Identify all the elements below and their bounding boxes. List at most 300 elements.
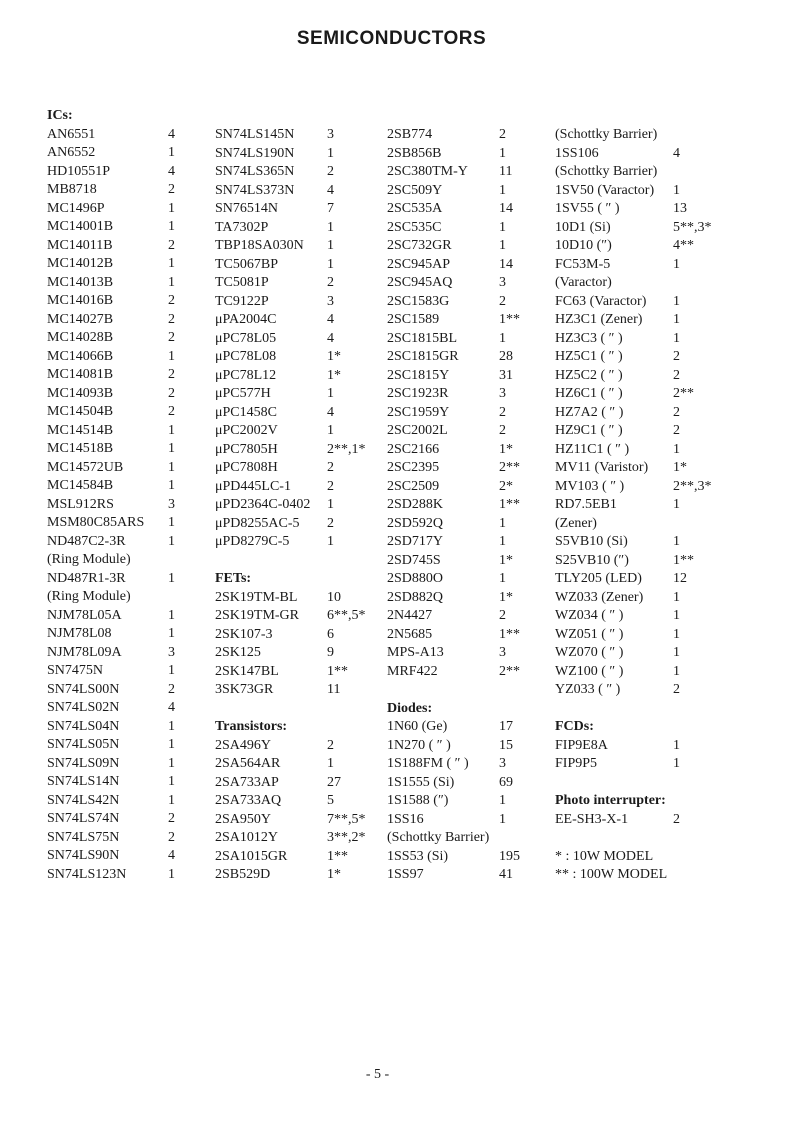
part-row	[215, 663, 385, 682]
part-quantity: 1	[168, 626, 175, 641]
part-row	[387, 422, 547, 441]
part-row	[47, 588, 197, 607]
part-quantity: 5**,3*	[673, 219, 712, 235]
part-row	[555, 145, 780, 164]
part-quantity: 12	[673, 571, 687, 586]
part-row	[47, 810, 197, 829]
part-number: MB8718	[47, 182, 97, 197]
part-number: 1SS97	[387, 867, 424, 882]
part-number: FC63 (Varactor)	[555, 293, 647, 309]
part-number: μPC2002V	[215, 423, 278, 438]
part-row	[555, 348, 780, 367]
part-row	[555, 681, 780, 700]
part-row	[215, 866, 385, 885]
part-quantity: 4	[168, 126, 175, 142]
part-row	[215, 219, 385, 238]
part-quantity: 1	[168, 570, 175, 586]
part-quantity: 41	[499, 867, 513, 882]
part-quantity: 1	[673, 737, 680, 753]
part-quantity: 2	[673, 367, 680, 383]
part-number: MC14504B	[47, 404, 114, 419]
part-quantity: 7**,5*	[327, 811, 366, 827]
parts-column-4	[555, 126, 780, 885]
part-quantity: 1*	[327, 349, 341, 364]
part-number: 1S188FM ( ″ )	[387, 756, 469, 771]
part-number: HZ3C3 ( ″ )	[555, 330, 623, 346]
part-row	[387, 145, 547, 164]
part-quantity: 2	[168, 829, 175, 845]
part-row	[47, 681, 197, 700]
part-number: μPC78L12	[215, 367, 277, 383]
part-quantity: 3	[168, 496, 175, 512]
part-row	[387, 515, 547, 534]
part-quantity: 31	[499, 367, 513, 383]
part-number: μPD8255AC-5	[215, 515, 300, 531]
section-heading-row	[215, 718, 385, 737]
part-number: 2SC535A	[387, 201, 443, 216]
part-quantity: 2	[673, 682, 680, 697]
part-quantity: 2	[168, 237, 175, 253]
part-row	[387, 848, 547, 867]
part-quantity: 2	[673, 349, 680, 364]
part-quantity: 1	[673, 497, 680, 512]
part-quantity: 1*	[499, 552, 513, 568]
part-number: WZ051 ( ″ )	[555, 626, 624, 642]
part-row	[387, 737, 547, 756]
part-quantity: 1	[673, 626, 680, 642]
part-number: 3SK73GR	[215, 682, 274, 697]
part-number: (Schottky Barrier)	[387, 830, 490, 845]
part-number: 2SC535C	[387, 219, 442, 235]
part-row	[387, 256, 547, 275]
part-row	[215, 774, 385, 793]
part-row	[215, 552, 385, 571]
part-number: μPD8279C-5	[215, 534, 290, 549]
part-quantity: 15	[499, 737, 513, 753]
part-number: MC14016B	[47, 293, 114, 308]
part-row	[215, 385, 385, 404]
part-row	[555, 515, 780, 534]
part-row	[215, 256, 385, 275]
part-quantity: 1	[499, 238, 506, 253]
part-number: 2SD745S	[387, 552, 441, 568]
part-number: (Ring Module)	[47, 589, 131, 604]
part-quantity: 2	[168, 182, 175, 197]
part-number: 2SB856B	[387, 145, 442, 161]
part-number: μPC7808H	[215, 460, 278, 475]
part-row	[555, 570, 780, 589]
section-heading: Photo interrupter:	[555, 793, 666, 808]
part-quantity: 1	[168, 515, 175, 530]
part-number: 1SV55 ( ″ )	[555, 201, 620, 216]
part-number: FIP9P5	[555, 756, 598, 771]
part-row	[555, 478, 780, 497]
part-number: SN74LS05N	[47, 737, 120, 752]
part-row	[215, 163, 385, 182]
part-number: 2SA496Y	[215, 737, 272, 753]
section-heading: FETs:	[215, 571, 252, 586]
part-quantity: 1	[168, 792, 175, 808]
part-number: S25VB10 (″)	[555, 552, 629, 568]
part-row	[387, 626, 547, 645]
part-number: (Ring Module)	[47, 552, 131, 567]
part-number: μPC78L08	[215, 349, 277, 364]
part-quantity: 1	[499, 515, 506, 531]
part-quantity: 2	[327, 164, 334, 179]
part-quantity: 4	[673, 145, 680, 161]
part-quantity: 2	[499, 423, 506, 438]
part-number: 2SD882Q	[387, 589, 444, 605]
part-number: 2SA733AP	[215, 774, 279, 790]
part-quantity: 17	[499, 719, 513, 734]
part-row	[215, 274, 385, 293]
part-row	[215, 626, 385, 645]
part-number: MC14012B	[47, 256, 114, 271]
part-row	[387, 496, 547, 515]
part-row	[47, 218, 197, 237]
part-row	[555, 311, 780, 330]
part-quantity: 1	[327, 219, 334, 235]
part-number: MC14093B	[47, 385, 114, 401]
part-row	[387, 607, 547, 626]
part-number: μPC1458C	[215, 404, 277, 420]
part-row	[387, 570, 547, 589]
part-row	[555, 459, 780, 478]
part-quantity: 2**	[673, 386, 694, 401]
part-row	[387, 237, 547, 256]
part-row	[47, 144, 197, 163]
part-quantity: 1	[168, 422, 175, 438]
part-number: SN74LS123N	[47, 866, 127, 882]
part-number: 2SC1589	[387, 312, 440, 327]
part-row	[555, 626, 780, 645]
part-row	[555, 866, 780, 885]
part-row	[47, 607, 197, 626]
section-heading: FCDs:	[555, 719, 594, 734]
part-quantity: 1	[673, 441, 680, 457]
part-number: 1S1555 (Si)	[387, 774, 455, 790]
part-number: μPC577H	[215, 386, 271, 401]
part-quantity: 195	[499, 848, 520, 864]
part-row	[47, 403, 197, 422]
part-row	[387, 718, 547, 737]
part-number: NJM78L09A	[47, 644, 122, 660]
part-row	[47, 773, 197, 792]
part-number: MV103 ( ″ )	[555, 478, 625, 494]
part-number: HZ7A2 ( ″ )	[555, 404, 624, 420]
part-number: SN76514N	[215, 201, 279, 216]
part-number: 2SD592Q	[387, 515, 444, 531]
part-row	[47, 570, 197, 589]
part-number: NJM78L08	[47, 626, 112, 641]
part-row	[215, 459, 385, 478]
part-number: SN74LS42N	[47, 792, 120, 808]
part-quantity: 4	[327, 404, 334, 420]
part-row	[387, 681, 547, 700]
part-quantity: 2	[168, 385, 175, 401]
section-heading-row	[47, 107, 197, 126]
part-number: SN74LS145N	[215, 127, 295, 142]
part-number: 2SC945AQ	[387, 275, 453, 290]
part-quantity: 11	[327, 682, 341, 697]
part-row	[215, 237, 385, 256]
part-number: TBP18SA030N	[215, 238, 304, 253]
section-heading-row	[555, 792, 780, 811]
section-heading: Transistors:	[215, 719, 288, 734]
part-quantity: 1*	[499, 589, 513, 605]
part-quantity: 6	[327, 626, 334, 642]
part-quantity: 13	[673, 201, 687, 216]
part-number: EE-SH3-X-1	[555, 811, 629, 827]
part-row	[215, 700, 385, 719]
part-number: FC53M-5	[555, 256, 611, 272]
part-quantity: 2	[168, 681, 175, 697]
part-row	[215, 792, 385, 811]
part-quantity: 28	[499, 349, 513, 364]
part-quantity: 1	[673, 756, 680, 771]
part-number: 2SC1815Y	[387, 367, 450, 383]
part-quantity: 69	[499, 774, 513, 790]
part-quantity: 2	[168, 404, 175, 419]
part-number: 2SK19TM-BL	[215, 589, 298, 605]
part-number: 2SD880O	[387, 571, 444, 586]
part-row	[215, 755, 385, 774]
part-row	[555, 163, 780, 182]
part-row	[47, 755, 197, 774]
part-number: MC14066B	[47, 348, 114, 364]
part-row	[387, 811, 547, 830]
part-number: SN74LS365N	[215, 164, 295, 179]
part-number: MC14518B	[47, 441, 114, 456]
part-quantity: 1	[168, 607, 175, 623]
part-quantity: 2	[168, 311, 175, 327]
part-quantity: 1	[673, 312, 680, 327]
part-row	[47, 514, 197, 533]
part-quantity: 1	[168, 145, 175, 160]
part-number: SN74LS09N	[47, 755, 120, 771]
part-quantity: 2	[499, 127, 506, 142]
part-number: μPA2004C	[215, 312, 277, 327]
part-quantity: 5	[327, 793, 334, 808]
part-number: NJM78L05A	[47, 607, 122, 623]
part-row	[555, 385, 780, 404]
part-quantity: 1*	[327, 367, 341, 383]
part-row	[387, 163, 547, 182]
part-quantity: 1**	[673, 552, 694, 568]
part-number: SN7475N	[47, 663, 104, 678]
part-row	[215, 515, 385, 534]
part-number: μPC7805H	[215, 441, 278, 457]
part-quantity: 1**	[499, 497, 520, 512]
part-number: MC14584B	[47, 478, 114, 493]
part-row	[215, 182, 385, 201]
part-quantity: 2	[168, 811, 175, 826]
part-number: 1S1588 (″)	[387, 793, 449, 808]
part-number: 1SS53 (Si)	[387, 848, 449, 864]
part-quantity: 2	[673, 404, 680, 420]
part-row	[387, 126, 547, 145]
part-quantity: 1	[673, 330, 680, 346]
part-quantity: 4	[327, 182, 334, 198]
part-quantity: 1*	[673, 460, 687, 475]
part-number: 2SC2002L	[387, 423, 448, 438]
page-title: SEMICONDUCTORS	[296, 28, 487, 49]
part-row	[47, 477, 197, 496]
part-row	[215, 737, 385, 756]
part-quantity: 1**	[499, 626, 520, 642]
part-quantity: 7	[327, 201, 334, 216]
part-quantity: 9	[327, 645, 334, 660]
part-number: TC5081P	[215, 275, 269, 290]
part-number: * : 10W MODEL	[555, 848, 654, 864]
part-row	[47, 348, 197, 367]
part-quantity: 1	[168, 755, 175, 771]
part-quantity: 1	[327, 423, 334, 438]
part-row	[387, 478, 547, 497]
part-number: S5VB10 (Si)	[555, 534, 628, 549]
part-row	[555, 237, 780, 256]
part-row	[555, 737, 780, 756]
part-number: HZ5C1 ( ″ )	[555, 349, 623, 364]
part-row	[47, 866, 197, 885]
part-quantity: 1	[168, 663, 175, 678]
part-row	[387, 385, 547, 404]
part-number: 2SC2395	[387, 460, 440, 475]
section-heading: Diodes:	[387, 700, 433, 716]
part-number: 1SS106	[555, 145, 599, 161]
part-quantity: 1	[673, 608, 680, 623]
part-quantity: 1	[168, 533, 175, 549]
part-row	[555, 644, 780, 663]
part-row	[47, 274, 197, 293]
part-row	[215, 348, 385, 367]
part-quantity: 4	[327, 312, 334, 327]
part-row	[47, 329, 197, 348]
part-number: 2SC380TM-Y	[387, 164, 468, 179]
part-number: 2SC509Y	[387, 182, 443, 198]
part-number: μPD445LC-1	[215, 478, 291, 494]
part-row	[387, 367, 547, 386]
part-quantity: 1	[499, 571, 506, 586]
part-quantity: 11	[499, 164, 513, 179]
part-number: SN74LS14N	[47, 774, 120, 789]
part-number: 2SC1923R	[387, 386, 449, 401]
part-number: FIP9E8A	[555, 737, 608, 753]
part-number: SN74LS74N	[47, 811, 120, 826]
part-quantity: 1	[168, 274, 175, 290]
part-row	[555, 829, 780, 848]
part-number: WZ034 ( ″ )	[555, 608, 624, 623]
part-number: HZ11C1 ( ″ )	[555, 441, 630, 457]
part-row	[555, 774, 780, 793]
part-row	[215, 145, 385, 164]
part-number: TLY205 (LED)	[555, 571, 642, 586]
part-quantity: 1	[327, 256, 334, 272]
part-quantity: 1	[673, 645, 680, 660]
part-number: 10D10 (″)	[555, 238, 612, 253]
part-number: 2SC1815BL	[387, 330, 458, 346]
section-heading-row	[215, 570, 385, 589]
section-heading-row	[555, 718, 780, 737]
part-row	[215, 533, 385, 552]
part-row	[47, 163, 197, 182]
section-heading-row	[387, 700, 547, 719]
part-quantity: 2	[499, 404, 506, 420]
part-number: HZ6C1 ( ″ )	[555, 386, 623, 401]
part-row	[387, 792, 547, 811]
part-row	[555, 441, 780, 460]
part-quantity: 2	[168, 293, 175, 308]
part-quantity: 1	[168, 774, 175, 789]
part-row	[215, 589, 385, 608]
part-row	[215, 293, 385, 312]
part-row	[47, 718, 197, 737]
part-quantity: 3	[168, 644, 175, 660]
part-quantity: 3	[327, 127, 334, 142]
part-number: μPD2364C-0402	[215, 497, 311, 512]
part-quantity: 10	[327, 589, 341, 605]
part-quantity: 2	[673, 811, 680, 827]
part-number: μPC78L05	[215, 330, 277, 346]
part-row	[47, 255, 197, 274]
part-number: 2N5685	[387, 626, 433, 642]
part-number: 2SK107-3	[215, 626, 273, 642]
part-number: 2SK147BL	[215, 663, 279, 679]
part-number: 2SC2166	[387, 441, 440, 457]
part-row	[387, 866, 547, 885]
part-number: WZ070 ( ″ )	[555, 645, 624, 660]
part-number: MC14027B	[47, 311, 114, 327]
part-row	[387, 533, 547, 552]
part-row	[387, 755, 547, 774]
part-number: 2SC1959Y	[387, 404, 450, 420]
part-row	[387, 311, 547, 330]
part-quantity: 1	[673, 293, 680, 309]
part-row	[47, 736, 197, 755]
part-row	[47, 181, 197, 200]
part-quantity: 6**,5*	[327, 608, 366, 623]
part-row	[555, 607, 780, 626]
part-row	[215, 811, 385, 830]
part-quantity: 1	[499, 811, 506, 827]
part-quantity: 2**,1*	[327, 441, 366, 457]
part-quantity: 1	[499, 219, 506, 235]
part-number: ** : 100W MODEL	[555, 867, 668, 882]
parts-column-1	[47, 107, 197, 884]
part-quantity: 1	[499, 793, 506, 808]
part-quantity: 1	[499, 534, 506, 549]
part-row	[387, 552, 547, 571]
part-quantity: 1	[673, 182, 680, 198]
part-quantity: 3	[499, 275, 506, 290]
part-number: 1SS16	[387, 811, 424, 827]
part-row	[555, 404, 780, 423]
part-quantity: 4	[168, 700, 175, 715]
part-row	[215, 367, 385, 386]
part-number: MC14001B	[47, 219, 114, 234]
part-number: MC1496P	[47, 200, 105, 216]
part-row	[555, 496, 780, 515]
part-row	[47, 459, 197, 478]
part-row	[555, 293, 780, 312]
part-number: AN6552	[47, 145, 96, 160]
part-row	[215, 607, 385, 626]
part-row	[387, 589, 547, 608]
part-row	[47, 126, 197, 145]
part-row	[555, 848, 780, 867]
part-number: MC14514B	[47, 422, 114, 438]
part-row	[555, 533, 780, 552]
